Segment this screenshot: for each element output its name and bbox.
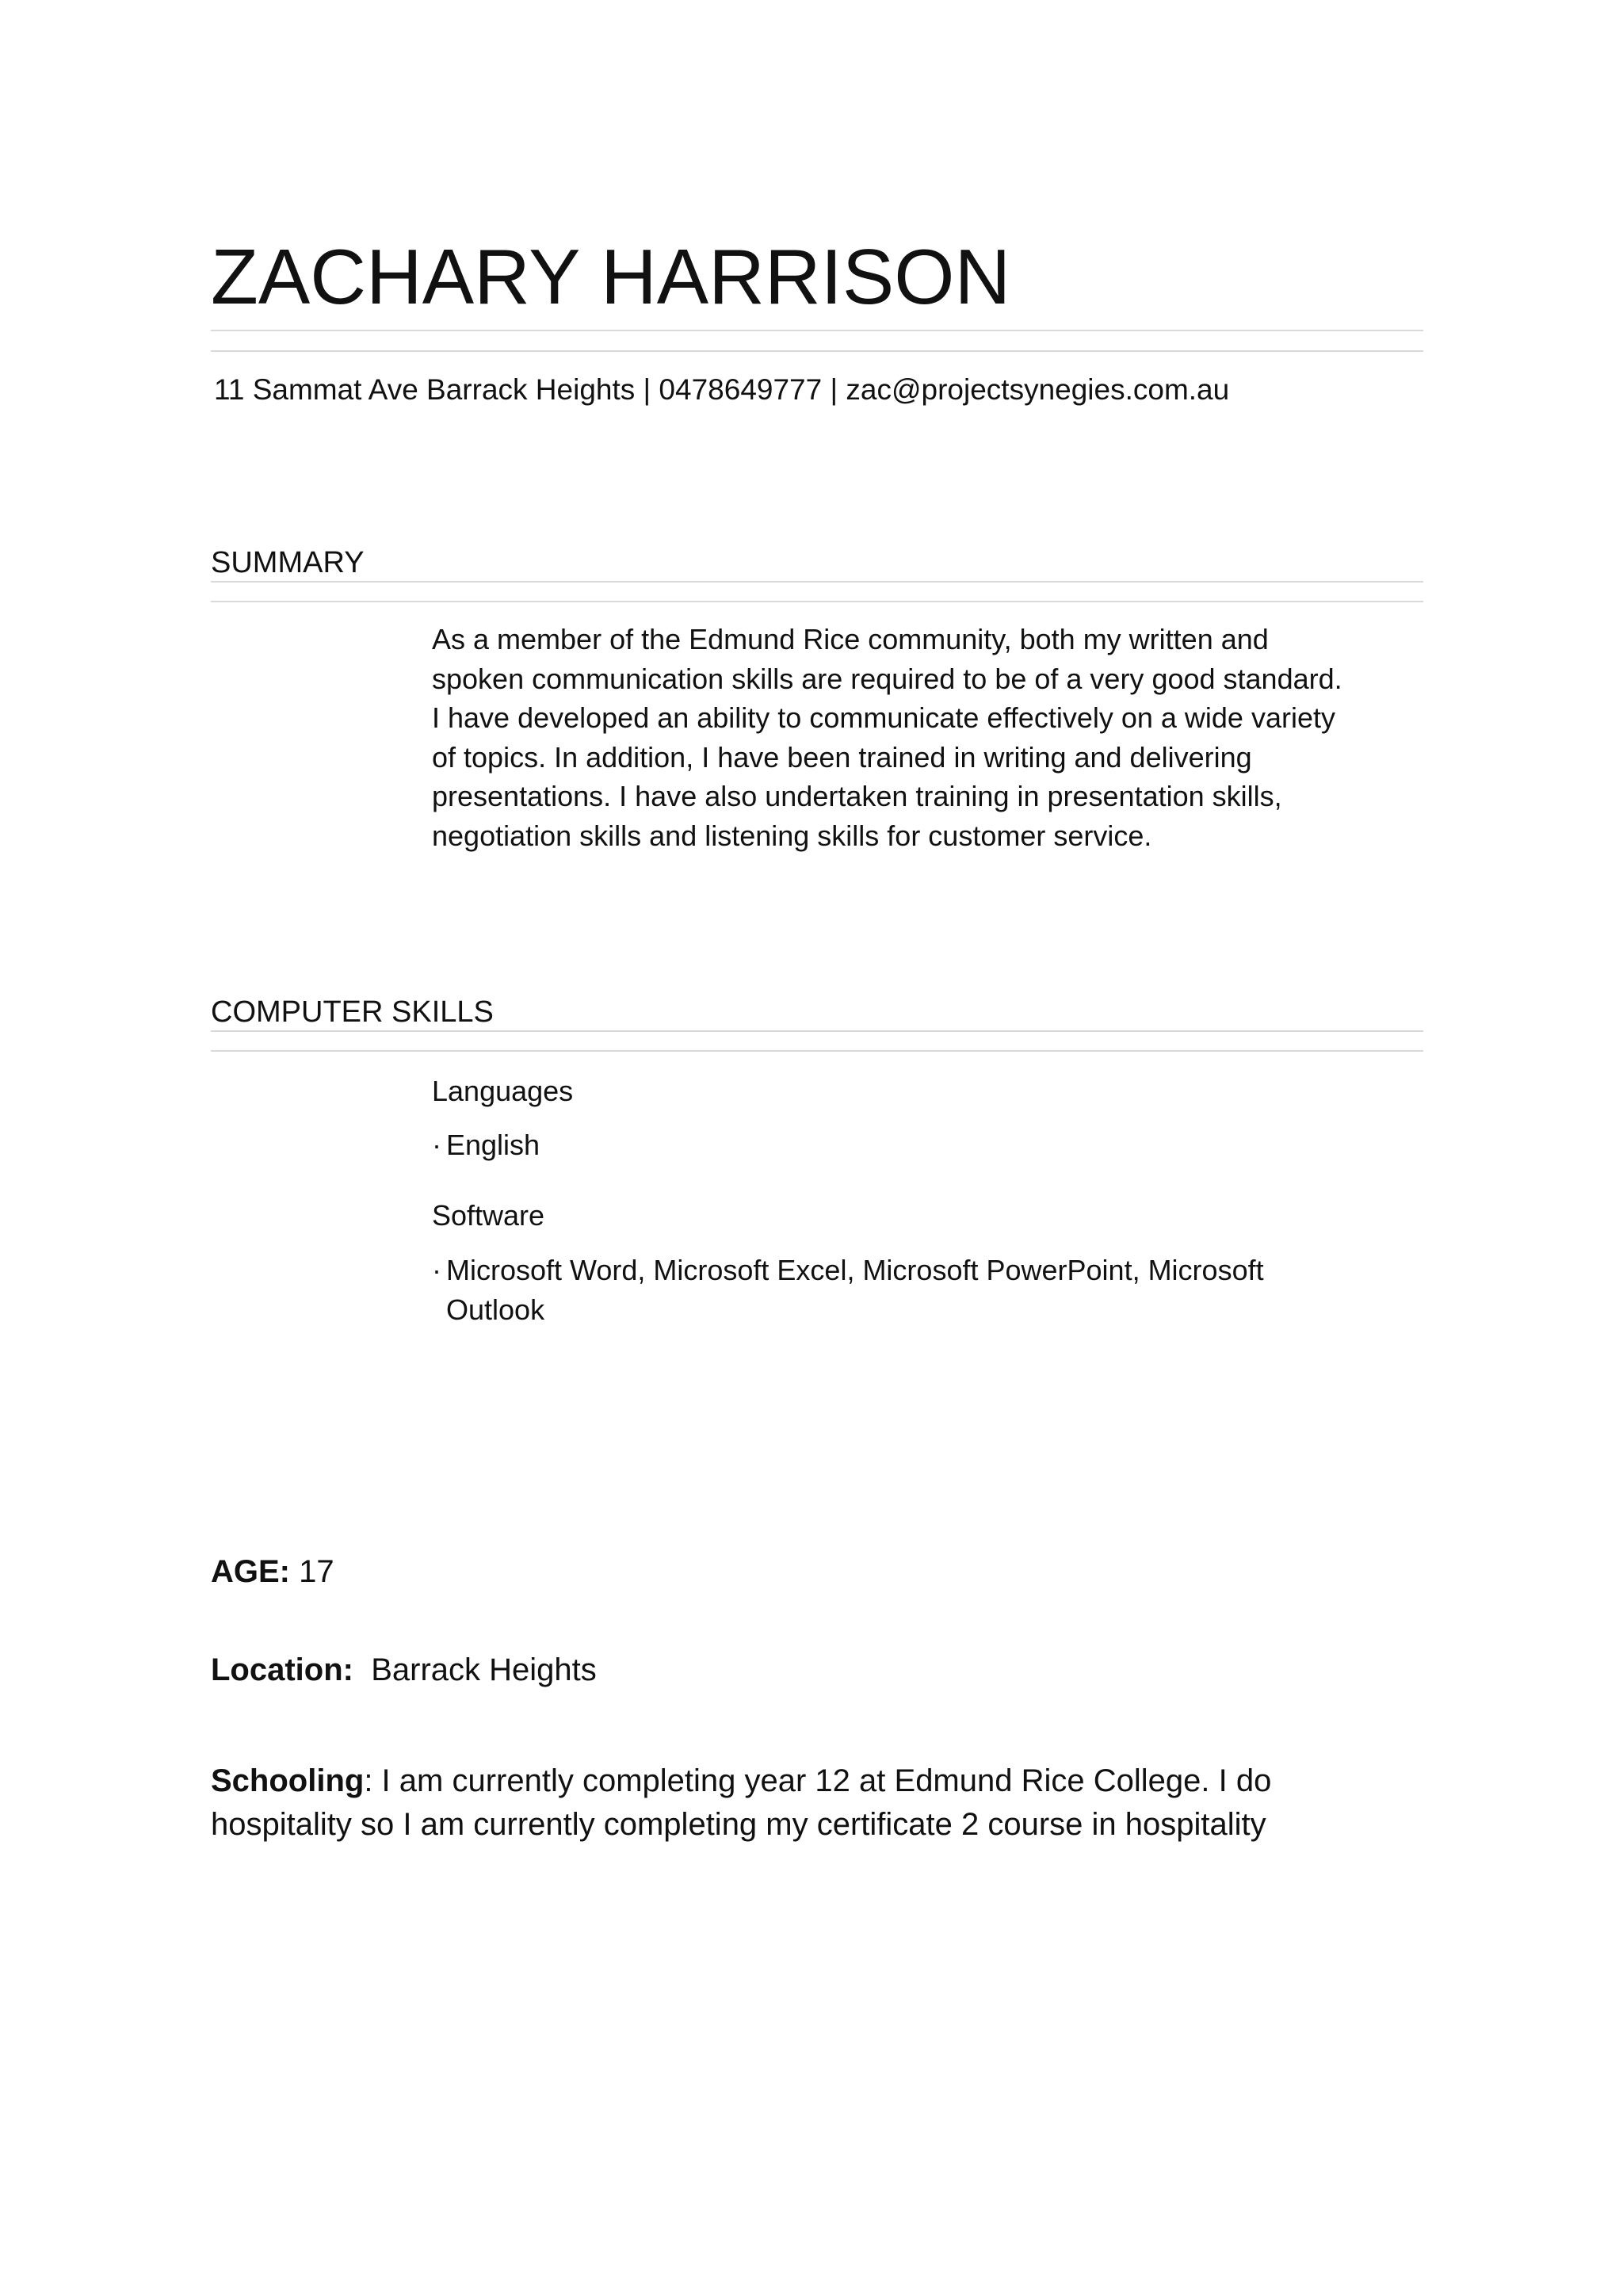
name-divider-top	[211, 330, 1423, 331]
summary-heading: SUMMARY	[211, 546, 365, 579]
age-line	[211, 1552, 334, 1591]
software-text: Microsoft Word, Microsoft Excel, Microsoft PowerPoint, Microsoft Outlook	[446, 1254, 1264, 1326]
language-text: English	[446, 1129, 540, 1161]
summary-paragraph: As a member of the Edmund Rice community, both my written and spoken communication skills are required to be of a very good standard. I have developed an ability to communicate effectively on a wide variety of topics. In addition, I have been trained in writing and delivering presentations. I have also undertaken training in presentation skills, negotiation skills and listening skills for customer service.	[432, 623, 1342, 852]
bullet-icon: ·	[432, 1129, 441, 1161]
languages-list-item	[432, 1125, 1351, 1165]
schooling-text: : I am currently completing year 12 at Edmund Rice College. I do hospitality so I am currently completing my certificate 2 course in hospitality	[211, 1763, 1272, 1842]
languages-label: Languages	[432, 1075, 574, 1107]
name-divider-bottom	[211, 350, 1423, 352]
contact-line: 11 Sammat Ave Barrack Heights | 0478649777 | zac@projectsynegies.com.au	[214, 373, 1230, 406]
location-value: Barrack Heights	[371, 1652, 597, 1687]
age-label: AGE:	[211, 1554, 290, 1589]
schooling-label: Schooling	[211, 1763, 365, 1798]
computer-skills-heading: COMPUTER SKILLS	[211, 995, 494, 1029]
summary-divider-bottom	[211, 601, 1423, 602]
location-label: Location:	[211, 1652, 353, 1687]
skills-divider-bottom	[211, 1050, 1423, 1052]
summary-divider-top	[211, 581, 1423, 583]
schooling-paragraph	[211, 1759, 1400, 1847]
age-value: 17	[299, 1554, 334, 1589]
software-label: Software	[432, 1199, 545, 1232]
skills-divider-top	[211, 1030, 1423, 1032]
bullet-icon: ·	[432, 1254, 441, 1286]
software-list-item	[432, 1251, 1351, 1330]
resume-name: ZACHARY HARRISON	[211, 233, 1011, 320]
location-line	[211, 1650, 597, 1690]
